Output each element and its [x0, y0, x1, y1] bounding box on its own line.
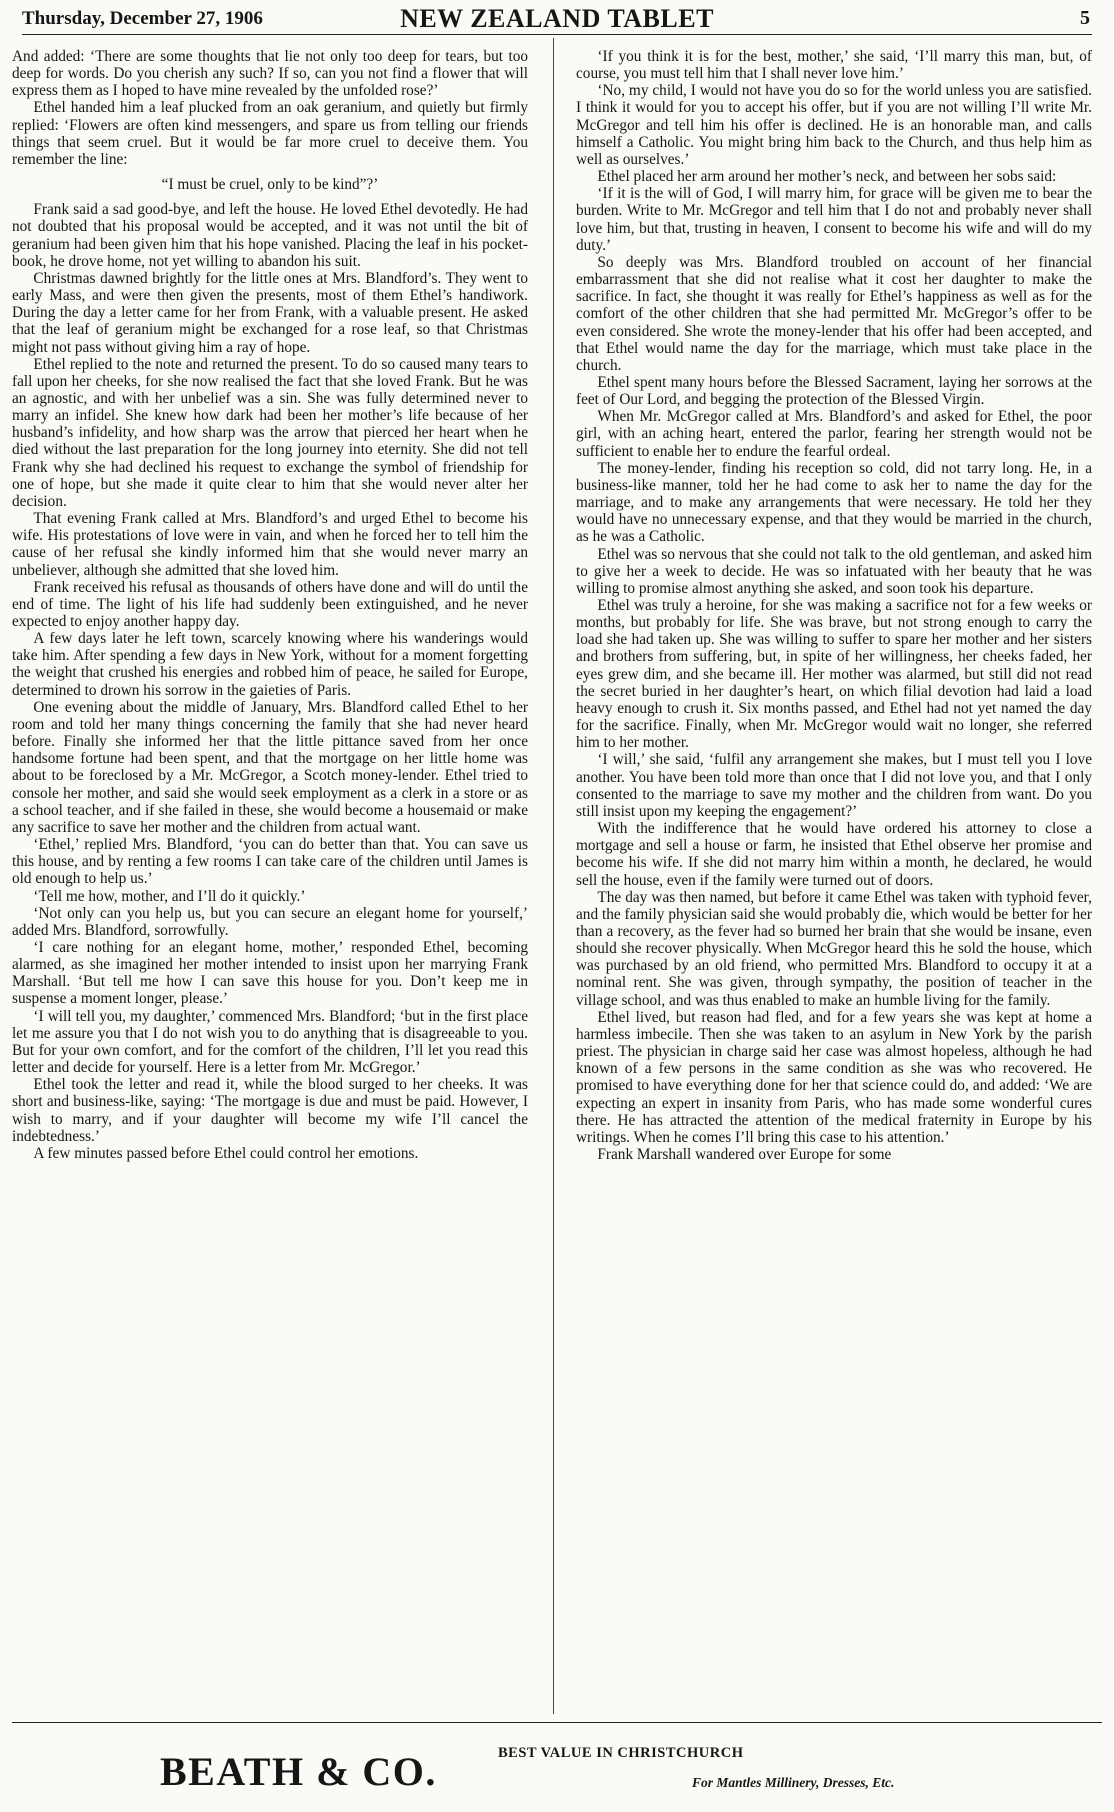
paragraph: ‘I will,’ she said, ‘fulfil any arrangement she makes, but I must tell you I love another. You have been told more than once that I did not love you, and that I only consented to the marriage to save my mother and the children from want. Do you still insist upon my keeping the engagement?’: [576, 751, 1092, 820]
paragraph: The money-lender, finding his reception so cold, did not tarry long. He, in a business-like manner, told her he had come to ask her to name the day for the marriage, and to make any arrangements that were necessary. He told her they would have no unnecessary expense, and that they would be married in the church, as he was a Catholic.: [576, 459, 1092, 546]
right-column: [576, 48, 1092, 1163]
paragraph: Ethel placed her arm around her mother’s neck, and between her sobs said:: [597, 168, 1057, 186]
paragraph: When Mr. McGregor called at Mrs. Blandford’s and asked for Ethel, the poor girl, with an aching heart, entered the parlor, fearing her strength would not be sufficient to enable her to endure the fearful ordeal.: [576, 408, 1092, 460]
masthead-title: NEW ZEALAND TABLET: [400, 4, 714, 33]
paragraph: Frank Marshall wandered over Europe for some: [597, 1146, 892, 1163]
paragraph: ‘Tell me how, mother, and I’ll do it quickly.’: [33, 887, 306, 905]
paragraph: ‘Not only can you help us, but you can secure an elegant home for yourself,’ added Mrs. Blandford, sorrowfully.: [12, 904, 528, 939]
page-number: 5: [1080, 7, 1090, 29]
paragraph: The day was then named, but before it came Ethel was taken with typhoid fever, and the family physician said she would probably die, which would be better for her than a recovery, as the fever had so burned her brain that she would be insane, even should she recover physically. When McGregor heard this he sold the house, which was purchased by an old friend, who permitted Mrs. Blandford to occupy it at a nominal rent. She was given, through sympathy, the position of teacher in the village school, and was thus enabled to make an humble living for the family.: [576, 888, 1092, 1009]
paragraph: ‘If you think it is for the best, mother,’ she said, ‘I’ll marry this man, but, of course, you must tell him that I shall never love him.’: [576, 48, 1092, 83]
paragraph: Ethel took the letter and read it, while the blood surged to her cheeks. It was short and business-like, saying: ‘The mortgage is due and must be paid. However, I wish to marry, and if your daughter will become my wife I’ll cancel the indebtedness.’: [12, 1076, 528, 1145]
paragraph: Ethel handed him a leaf plucked from an oak geranium, and quietly but firmly replied: ‘Flowers are often kind messengers, and spare us from telling our friends things that seem cruel. But it would be far more cruel to deceive them. You remember the line:: [12, 99, 528, 168]
paragraph: A few days later he left town, scarcely knowing where his wanderings would take him. After spending a few days in New York, without for a moment forgetting the weight that crushed his energies and robbed him of peace, he sailed for Europe, determined to drown his sorrow in the gaieties of Paris.: [12, 630, 528, 699]
paragraph: One evening about the middle of January, Mrs. Blandford called Ethel to her room and told her many things concerning the family that she had never heard before. Finally she informed her that the little pittance saved from her once handsome fortune had been spent, and that the mortgage on her little home was about to be foreclosed by a Mr. McGregor, a Scotch money-lender. Ethel tried to console her mother, and said she would seek employment as a clerk in a store or as a school teacher, and if she failed in these, she would become a housemaid or make any sacrifice to save her mother and the children from actual want.: [12, 698, 528, 836]
paragraph: Ethel was so nervous that she could not talk to the old gentleman, and asked him to give her a week to decide. He was so infatuated with her beauty that he was willing to promise almost anything she asked, and soon took his departure.: [576, 545, 1092, 597]
paragraph: That evening Frank called at Mrs. Blandford’s and urged Ethel to become his wife. His protestations of love were in vain, and when he forced her to tell him the cause of her refusal she kindly informed him that she would never marry an unbeliever, although she admitted that she loved him.: [12, 510, 528, 579]
column-divider: [553, 38, 554, 1714]
paragraph: ‘I care nothing for an elegant home, mother,’ responded Ethel, becoming alarmed, as she imagined her mother intended to insist upon her marrying Frank Marshall. ‘But tell me how I can save this house for you. Don’t keep me in suspense a moment longer, please.’: [12, 938, 528, 1008]
paragraph: ‘If it is the will of God, I will marry him, for grace will be given me to bear the burden. Write to Mr. McGregor and tell him that I do not and probably never shall love him, but that, trusting in heaven, I consent to become his wife and will do my duty.’: [576, 185, 1092, 254]
paragraph: Christmas dawned brightly for the little ones at Mrs. Blandford’s. They went to early Mass, and were then given the presents, most of them Ethel’s handiwork. During the day a letter came for her from Frank, with a valuable present. He asked that the leaf of geranium might be exchanged for a rose leaf, so that Christmas might not pass without giving him a ray of hope.: [12, 269, 528, 356]
paragraph: ‘Ethel,’ replied Mrs. Blandford, ‘you can do better than that. You can save us this house, and by renting a few rooms I can take care of the children until James is old enough to help us.’: [12, 836, 528, 888]
paragraph: And added: ‘There are some thoughts that lie not only too deep for tears, but too deep for words. Do you cherish any such? If so, can you not find a flower that will express them as I hoped to have mine revealed by the unfolded rose?’: [12, 48, 528, 100]
footer-rule: [12, 1722, 1102, 1723]
paragraph: So deeply was Mrs. Blandford troubled on account of her financial embarrassment that she did not realise what it cost her daughter to make the sacrifice. In fact, she thought it was really for Ethel’s happiness as well as for the comfort of the other children that she had permitted Mr. McGregor’s offer to be even considered. She wrote the money-lender that his offer had been accepted, and that Ethel would name the day for the marriage, which must take place in the church.: [576, 253, 1092, 374]
paragraph: Ethel lived, but reason had fled, and for a few years she was kept at home a harmless imbecile. Then she was taken to an asylum in New York by the parish priest. The physician in charge said her case was almost hopeless, although he had known of a few persons in the same condition as she was who recovered. He promised to have everything done for her that science could do, and added: ‘We are expecting an expert in insanity from Paris, who has made some wonderful cures there. He has attracted the attention of the medical fraternity in Europe by his writings. When he comes I’ll bring this case to his attention.’: [576, 1008, 1092, 1146]
left-column: [12, 48, 528, 1162]
advert-company-name: BEATH & CO.: [160, 1749, 437, 1794]
page-header: [22, 4, 1092, 35]
advert-tagline: BEST VALUE IN CHRISTCHURCH: [498, 1745, 744, 1761]
paragraph: Frank said a sad good-bye, and left the house. He loved Ethel devotedly. He had not doubted that his proposal would be accepted, and it was not until the bit of geranium had been given him that his hope vanished. Placing the leaf in his pocket-book, he drove home, not yet willing to abandon his suit.: [12, 201, 528, 270]
quoted-line: “I must be cruel, only to be kind”?’: [161, 176, 379, 194]
paragraph: Ethel was truly a heroine, for she was making a sacrifice not for a few weeks or months, but probably for life. She was brave, but not strong enough to carry the load she had taken up. She was willing to suffer to spare her mother and her sisters and brothers from suffering, but, in spite of her willingness, her cheeks faded, her eyes grew dim, and she became ill. Her mother was alarmed, but still did not read the secret buried in her daughter’s heart, on which filial devotion had laid a load heavy enough to crush it. Six months passed, and Ethel had not yet named the day for the sacrifice. Finally, when Mr. McGregor would wait no longer, she referred him to her mother.: [576, 597, 1092, 752]
paragraph: Ethel replied to the note and returned the present. To do so caused many tears to fall upon her cheeks, for she now realised the fact that she loved Frank. But he was an agnostic, and with her unbelief was a sin. She was fully determined never to marry an infidel. She knew how dark had been her mother’s life because of her husband’s infidelity, and how sharp was the arrow that pierced her heart when he died without the last preparation for the long journey into eternity. She did not tell Frank why she had declined his request to exchange the symbol of friendship for one of hope, but she made it quite clear to him that she would never alter her decision.: [12, 355, 528, 510]
paragraph: A few minutes passed before Ethel could control her emotions.: [33, 1144, 419, 1162]
paragraph: With the indifference that he would have ordered his attorney to close a mortgage and sell a house or farm, he insisted that Ethel observe her promise and become his wife. If she did not marry him within a month, he declared, he would sell the house, even if the family were turned out of doors.: [576, 820, 1092, 889]
paragraph: Frank received his refusal as thousands of others have done and will do until the end of time. The light of his life had suddenly been extinguished, and he never expected to enjoy another happy day.: [12, 578, 528, 630]
advert-products: For Mantles Millinery, Dresses, Etc.: [692, 1775, 895, 1790]
paragraph: Ethel spent many hours before the Blessed Sacrament, laying her sorrows at the feet of Our Lord, and begging the protection of the Blessed Virgin.: [576, 373, 1092, 409]
paragraph: ‘No, my child, I would not have you do so for the world unless you are satisfied. I think it would for you to accept his offer, but if you are not willing I’ll write Mr. McGregor and tell him his offer is declined. He is an honorable man, and calls himself a Catholic. You might bring him back to the Church, and thus help him as well as ourselves.’: [576, 82, 1092, 168]
issue-date: Thursday, December 27, 1906: [22, 8, 263, 29]
paragraph: ‘I will tell you, my daughter,’ commenced Mrs. Blandford; ‘but in the first place let me assure you that I do not wish you to do anything that is disagreeable to you. But for your own comfort, and for the comfort of the children, I’ll let you read this letter and decide for yourself. Here is a letter from Mr. McGregor.’: [12, 1007, 528, 1077]
